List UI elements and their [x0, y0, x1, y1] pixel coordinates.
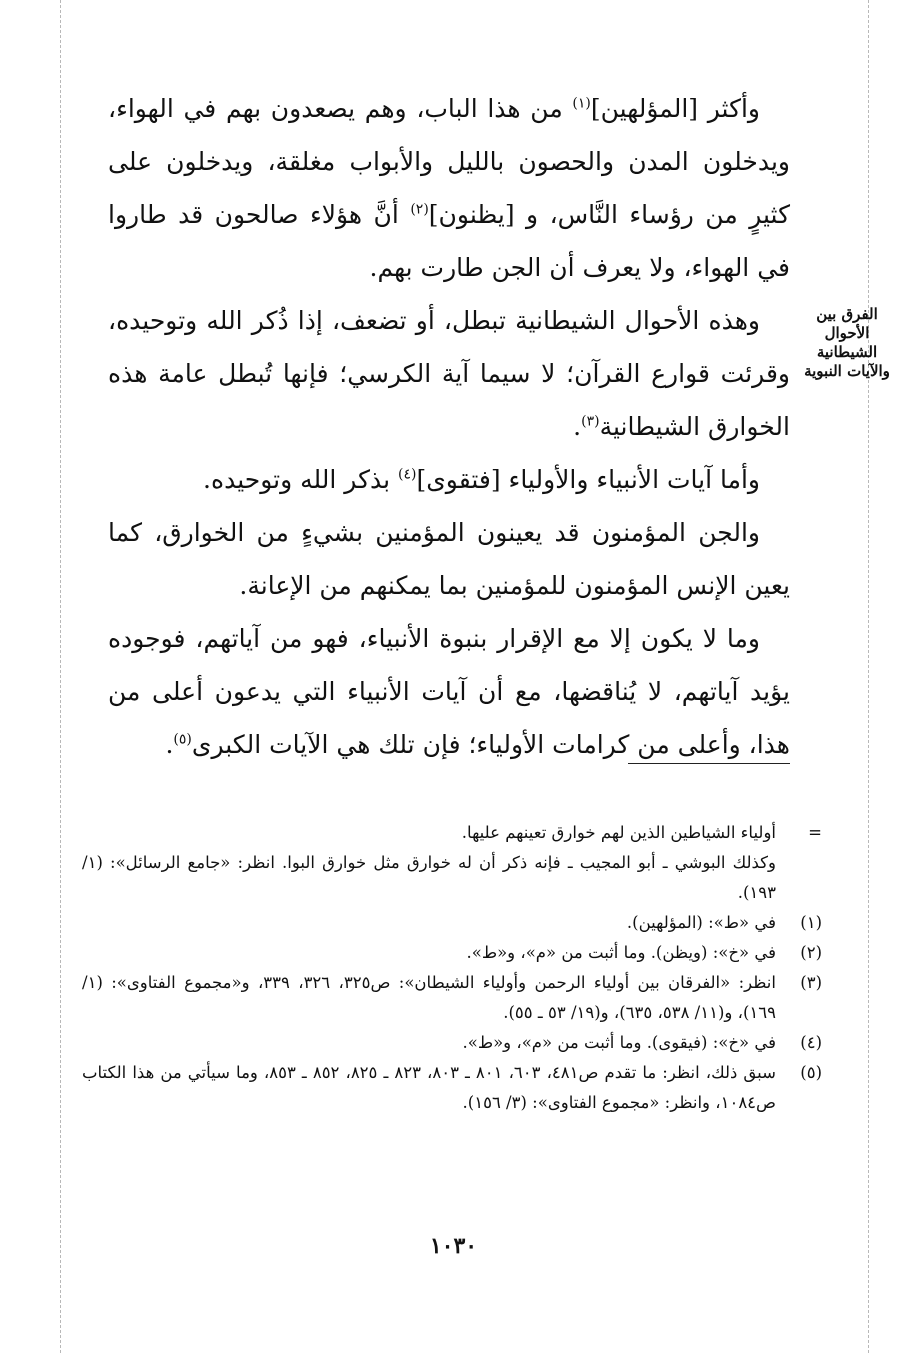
footnote-ref-2[interactable]: (٢) — [410, 201, 429, 218]
paragraph-5 — [108, 612, 790, 771]
footnote-mark: (٣) — [800, 973, 822, 992]
guide-line-left — [60, 0, 61, 1353]
footnote-text: في «خ»: (ويظن). وما أثبت من «م»، و«ط». — [466, 943, 776, 962]
footnote-ref-1[interactable]: (١) — [572, 95, 591, 112]
footnote-ref-4[interactable]: (٤) — [398, 466, 417, 483]
continuation-line-2: وكذلك البوشي ـ أبو المجيب ـ فإنه ذكر أن له خوارق مثل خوارق البوا. انظر: «جامع الرسائل»: (١/ ١٩٣). — [82, 853, 776, 902]
paragraph-3-part-b: بذكر الله وتوحيده. — [203, 465, 399, 494]
footnote-mark: (١) — [800, 913, 822, 932]
paragraph-2 — [108, 294, 790, 453]
footnote-text: في «ط»: (المؤلهين). — [626, 913, 776, 932]
footnotes — [82, 818, 822, 1118]
footnote-4 — [82, 1028, 822, 1058]
footnote-ref-5[interactable]: (٥) — [173, 731, 192, 748]
footnote-2 — [82, 938, 822, 968]
footnote-3 — [82, 968, 822, 1028]
paragraph-5-part-b: . — [165, 730, 174, 759]
paragraph-5-part-a: وما لا يكون إلا مع الإقرار بنبوة الأنبياء، فهو من آياتهم، فوجوده يؤيد آياتهم، لا يُناقضها، مع أن آيات الأنبياء التي يدعون أعلى من هذا، وأعلى من كرامات الأولياء؛ فإن تلك هي الآيات الكبرى — [108, 624, 790, 759]
footnote-ref-3[interactable]: (٣) — [581, 413, 600, 430]
footnote-mark: (٥) — [800, 1063, 822, 1082]
footnote-mark: (٢) — [800, 943, 822, 962]
footnote-continuation — [82, 818, 822, 848]
paragraph-1-part-b: من هذا الباب، وهم يصعدون بهم في الهواء، ويدخلون المدن والحصون بالليل والأبواب مغلقة، ويدخلون على كثيرٍ من رؤساء النَّاس، و [يظنون] — [108, 94, 790, 229]
paragraph-3-part-a: وأما آيات الأنبياء والأولياء [فتقوى] — [416, 465, 760, 494]
continuation-line-1: أولياء الشياطين الذين لهم خوارق تعينهم عليها. — [461, 823, 776, 842]
paragraph-1-part-a: وأكثر [المؤلهين] — [590, 94, 761, 123]
margin-heading: الفرق بين الأحوال الشيطانية والآيات النبوية — [804, 305, 890, 380]
footnote-1 — [82, 908, 822, 938]
paragraph-2-part-b: . — [573, 412, 582, 441]
footnote-5 — [82, 1058, 822, 1118]
footnote-text: انظر: «الفرقان بين أولياء الرحمن وأولياء الشيطان»: ص٣٢٥، ٣٢٦، ٣٣٩، و«مجموع الفتاوى»: (١/ ١٦٩)، و(١١/ ٥٣٨، ٦٣٥)، و(١٩/ ٥٣ ـ ٥٥). — [82, 973, 776, 1022]
footnote-text: في «خ»: (فيقوى). وما أثبت من «م»، و«ط». — [462, 1033, 776, 1052]
continuation-mark: = — [808, 823, 822, 842]
paragraph-1-part-c: أنَّ هؤلاء صالحون قد طاروا في الهواء، ولا يعرف أن الجن طارت بهم. — [108, 200, 790, 282]
footnote-continuation-2 — [82, 848, 822, 908]
guide-line-right — [868, 0, 869, 1353]
footnote-mark: (٤) — [800, 1033, 822, 1052]
paragraph-1 — [108, 82, 790, 294]
paragraph-4: والجن المؤمنون قد يعينون المؤمنين بشيءٍ من الخوارق، كما يعين الإنس المؤمنون للمؤمنين بما يمكنهم من الإعانة. — [108, 518, 790, 600]
paragraph-3 — [108, 453, 790, 506]
footnote-text: سبق ذلك، انظر: ما تقدم ص٤٨١، ٦٠٣، ٨٠١ ـ ٨٠٣، ٨٢٣ ـ ٨٢٥، ٨٥٢ ـ ٨٥٣، وما سيأتي من هذا الكتاب ص١٠٨٤، وانظر: «مجموع الفتاوى»: (٣/ ١٥٦). — [82, 1063, 776, 1112]
paragraph-2-part-a: وهذه الأحوال الشيطانية تبطل، أو تضعف، إذا ذُكر الله وتوحيده، وقرئت قوارع القرآن؛ لا سيما آية الكرسي؛ فإنها تُبطل عامة هذه الخوارق الشيطانية — [108, 306, 790, 441]
main-text — [108, 82, 790, 771]
footnote-separator — [628, 763, 790, 764]
page-number: ١٠٣٠ — [429, 1233, 478, 1259]
